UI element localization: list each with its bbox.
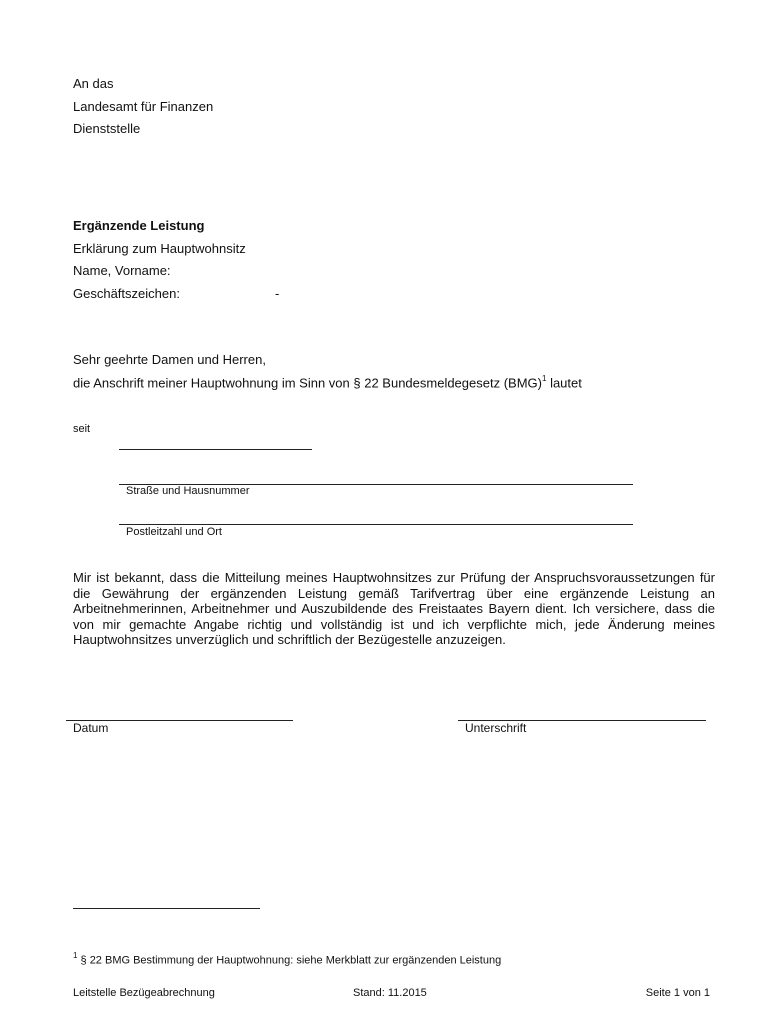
footer-page-number: Seite 1 von 1 [645, 987, 710, 999]
salutation: Sehr geehrte Damen und Herren, [73, 352, 266, 367]
recipient-line-1: An das [73, 76, 114, 91]
address-statement [73, 375, 582, 390]
date-label: Datum [73, 721, 109, 735]
since-label: seit [73, 423, 91, 435]
recipient-line-3: Dienststelle [73, 121, 141, 136]
name-label: Name, Vorname: [73, 263, 171, 278]
since-date-line[interactable] [119, 449, 312, 450]
address-statement-text: die Anschrift meiner Hauptwohnung im Sinn von § 22 Bundesmeldegesetz (BMG) [73, 375, 542, 391]
city-label: Postleitzahl und Ort [126, 526, 222, 538]
footnote-marker: 1 [541, 374, 547, 383]
footer-department: Leitstelle Bezügeabrechnung [73, 987, 215, 999]
reference-dash: - [275, 286, 280, 301]
footer-version: Stand: 11.2015 [353, 987, 427, 999]
city-line[interactable] [119, 524, 633, 525]
signature-label: Unterschrift [465, 721, 527, 735]
document-title: Ergänzende Leistung [73, 218, 205, 233]
footnote-number: 1 [73, 951, 78, 960]
footnote [73, 952, 501, 967]
address-statement-suffix: lautet [550, 375, 582, 391]
reference-label: Geschäftszeichen: [73, 286, 180, 301]
footnote-text: § 22 BMG Bestimmung der Hauptwohnung: siehe Merkblatt zur ergänzenden Leistung [80, 954, 502, 967]
street-label: Straße und Hausnummer [126, 485, 250, 497]
declaration-paragraph: Mir ist bekannt, dass die Mitteilung meines Hauptwohnsitzes zur Prüfung der Anspruchsvoraussetzungen für die Gewährung der ergänzenden Leistung gemäß Tarifvertrag über eine ergänzende Leistung an Arbeitnehmerinnen, Arbeitnehmer und Auszubildende des Freistaates Bayern dient. Ich versichere, dass die von mir gemachte Angabe richtig und vollständig ist und ich verpflichte mich, jede Änderung meines Hauptwohnsitzes unverzüglich und schriftlich der Bezügestelle anzuzeigen. [73, 570, 715, 647]
document-subtitle: Erklärung zum Hauptwohnsitz [73, 241, 246, 256]
recipient-line-2: Landesamt für Finanzen [73, 99, 214, 114]
footnote-separator [73, 908, 260, 909]
